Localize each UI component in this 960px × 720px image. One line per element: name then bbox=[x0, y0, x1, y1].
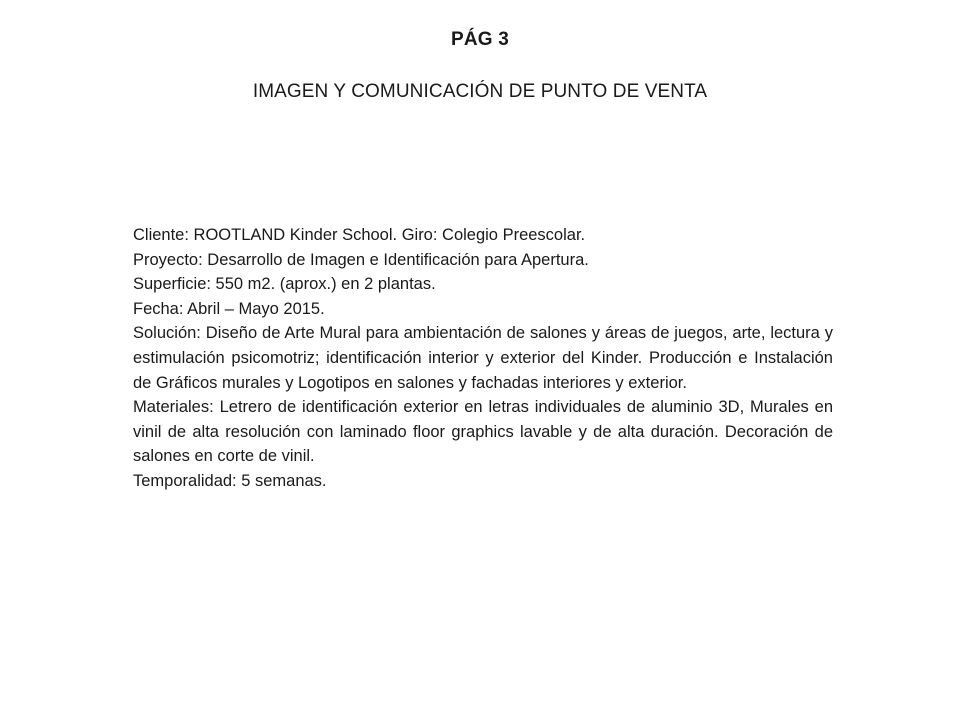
page-number: PÁG 3 bbox=[450, 29, 510, 50]
cliente-line: Cliente: ROOTLAND Kinder School. Giro: Colegio Preescolar. bbox=[133, 226, 586, 244]
temporalidad-line: Temporalidad: 5 semanas. bbox=[133, 471, 327, 490]
solucion-paragraph: Solución: Diseño de Arte Mural para ambientación de salones y áreas de juegos, arte, lectura y estimulación psicomotriz; identificación interior y exterior del Kinder. Producción e Instalación de Gráficos murales y Logotipos en salones y fachadas interiores y exterior. bbox=[133, 324, 833, 392]
materiales-paragraph: Materiales: Letrero de identificación exterior en letras individuales de aluminio 3D, Murales en vinil de alta resolución con laminado floor graphics lavable y de alta duración. Decoración de salones en corte de vinil. bbox=[133, 398, 833, 466]
fecha-line: Fecha: Abril – Mayo 2015. bbox=[133, 299, 325, 318]
project-description bbox=[133, 223, 833, 494]
section-title: IMAGEN Y COMUNICACIÓN DE PUNTO DE VENTA bbox=[252, 81, 708, 102]
superficie-line: Superficie: 550 m2. (aprox.) en 2 plantas. bbox=[133, 275, 436, 294]
proyecto-line: Proyecto: Desarrollo de Imagen e Identificación para Apertura. bbox=[133, 250, 589, 269]
